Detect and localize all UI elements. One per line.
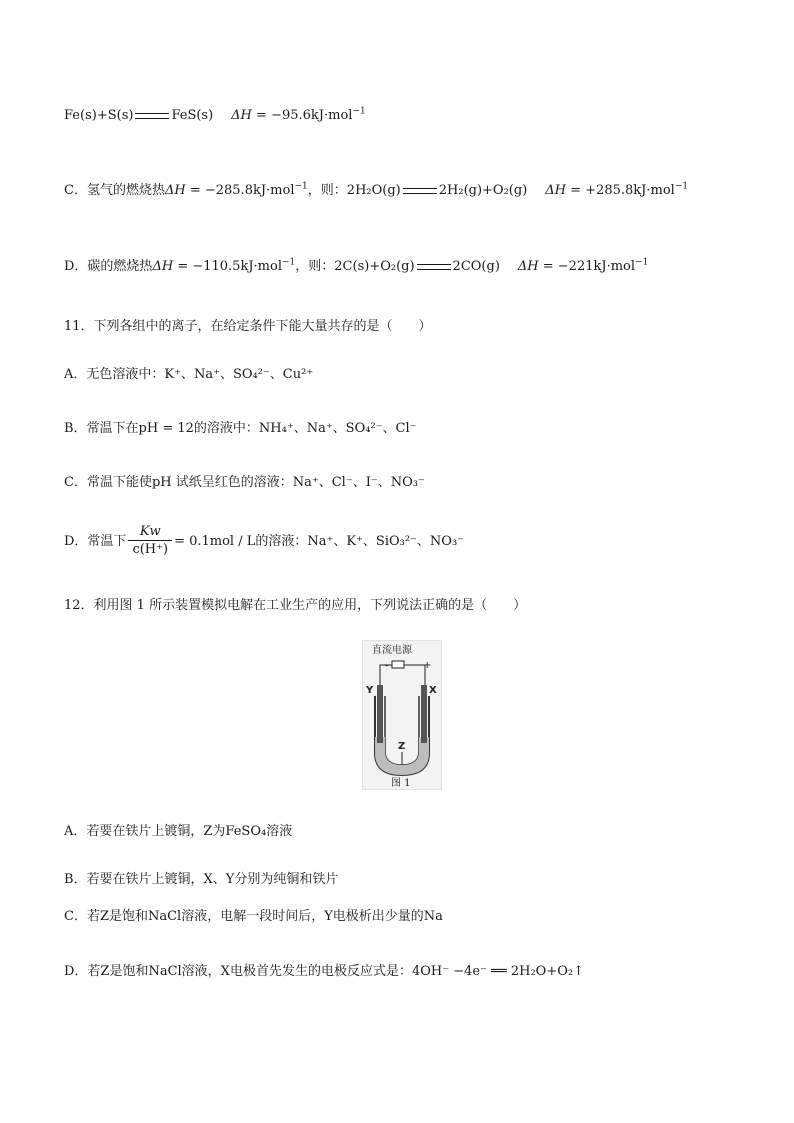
eq-lhs: 2C(s)+O₂(g) xyxy=(334,259,415,274)
question-12-option-b: B．若要在铁片上镀铜，X、Y分别为纯铜和铁片 xyxy=(64,872,339,887)
option-prefix: D．常温下 xyxy=(64,534,127,549)
question-12-option-a: A．若要在铁片上镀铜，Z为FeSO₄溶液 xyxy=(64,824,293,839)
electrolysis-figure xyxy=(362,640,442,790)
question-11-option-a: A．无色溶液中：K⁺、Na⁺、SO₄²⁻、Cu²⁺ xyxy=(64,367,314,382)
electrode-y xyxy=(377,685,383,743)
dh2-exp: −1 xyxy=(674,181,689,192)
option-10d xyxy=(64,257,648,277)
frac-numerator: Kw xyxy=(128,524,172,541)
dh-value: = −285.8kJ·mol xyxy=(189,183,295,198)
question-12-option-c: C．若Z是饱和NaCl溶液，电解一段时间后，Y电极析出少量的Na xyxy=(64,909,443,924)
electrode-x xyxy=(421,685,427,743)
equals-arrow xyxy=(403,188,437,194)
figure-caption: 图 1 xyxy=(391,778,411,789)
dh2-label: ΔH xyxy=(517,259,539,274)
y-label: Y xyxy=(366,685,374,696)
option-label: D．碳的燃烧热 xyxy=(64,259,153,274)
eq-rhs: 2CO(g) xyxy=(452,259,500,274)
dh-label: ΔH xyxy=(152,259,174,274)
dh-exp: −1 xyxy=(352,106,366,117)
question-12-option-d: D．若Z是饱和NaCl溶液，X电极首先发生的电极反应式是：4OH⁻ −4e⁻ ══ 2H₂O+O₂↑ xyxy=(64,964,584,979)
z-label: Z xyxy=(398,741,406,752)
eq-lhs: Fe(s)+S(s) xyxy=(64,108,134,123)
power-box xyxy=(392,661,404,668)
eq-rhs: FeS(s) xyxy=(171,108,214,123)
option-label: C．氢气的燃烧热 xyxy=(64,183,165,198)
option-suffix: = 0.1mol / L的溶液：Na⁺、K⁺、SiO₃²⁻、NO₃⁻ xyxy=(174,534,465,549)
equals-arrow xyxy=(417,264,451,270)
eq-rhs: 2H₂(g)+O₂(g) xyxy=(438,183,528,198)
dh2-value: = −221kJ·mol xyxy=(542,259,636,274)
dh-label: ΔH xyxy=(231,108,252,123)
question-11-option-c: C．常温下能使pH 试纸呈红色的溶液：Na⁺、Cl⁻、I⁻、NO₃⁻ xyxy=(64,475,425,490)
dh2-value: = +285.8kJ·mol xyxy=(570,183,675,198)
question-11-option-d xyxy=(64,524,464,559)
question-11-option-b: B．常温下在pH = 12的溶液中：NH₄⁺、Na⁺、SO₄²⁻、Cl⁻ xyxy=(64,421,417,436)
question-12-stem: 12．利用图 1 所示装置模拟电解在工业生产的应用，下列说法正确的是（ ） xyxy=(64,598,527,613)
dh-exp: −1 xyxy=(294,181,308,192)
dh-label: ΔH xyxy=(164,183,186,198)
power-label: 直流电源 xyxy=(372,645,412,656)
frac-denominator: c(H⁺) xyxy=(132,542,169,557)
dh-value: = −110.5kJ·mol xyxy=(177,259,282,274)
dh-value: = −95.6kJ·mol xyxy=(256,108,353,123)
then-text: ，则： xyxy=(307,183,347,198)
question-11-stem: 11．下列各组中的离子，在给定条件下能大量共存的是（ ） xyxy=(64,319,432,334)
equals-arrow xyxy=(135,113,169,119)
dh2-exp: −1 xyxy=(635,257,649,268)
eq-lhs: 2H₂O(g) xyxy=(346,183,401,198)
dh-exp: −1 xyxy=(281,257,296,268)
then-text: ，则： xyxy=(295,259,335,274)
option-10c xyxy=(64,181,688,201)
u-tube-diagram xyxy=(363,641,441,789)
kw-fraction xyxy=(128,524,172,559)
dh2-label: ΔH xyxy=(545,183,566,198)
x-label: X xyxy=(429,685,437,696)
plus-sign: + xyxy=(423,660,432,671)
minus-sign: - xyxy=(385,661,389,671)
equation-fes xyxy=(64,106,366,126)
